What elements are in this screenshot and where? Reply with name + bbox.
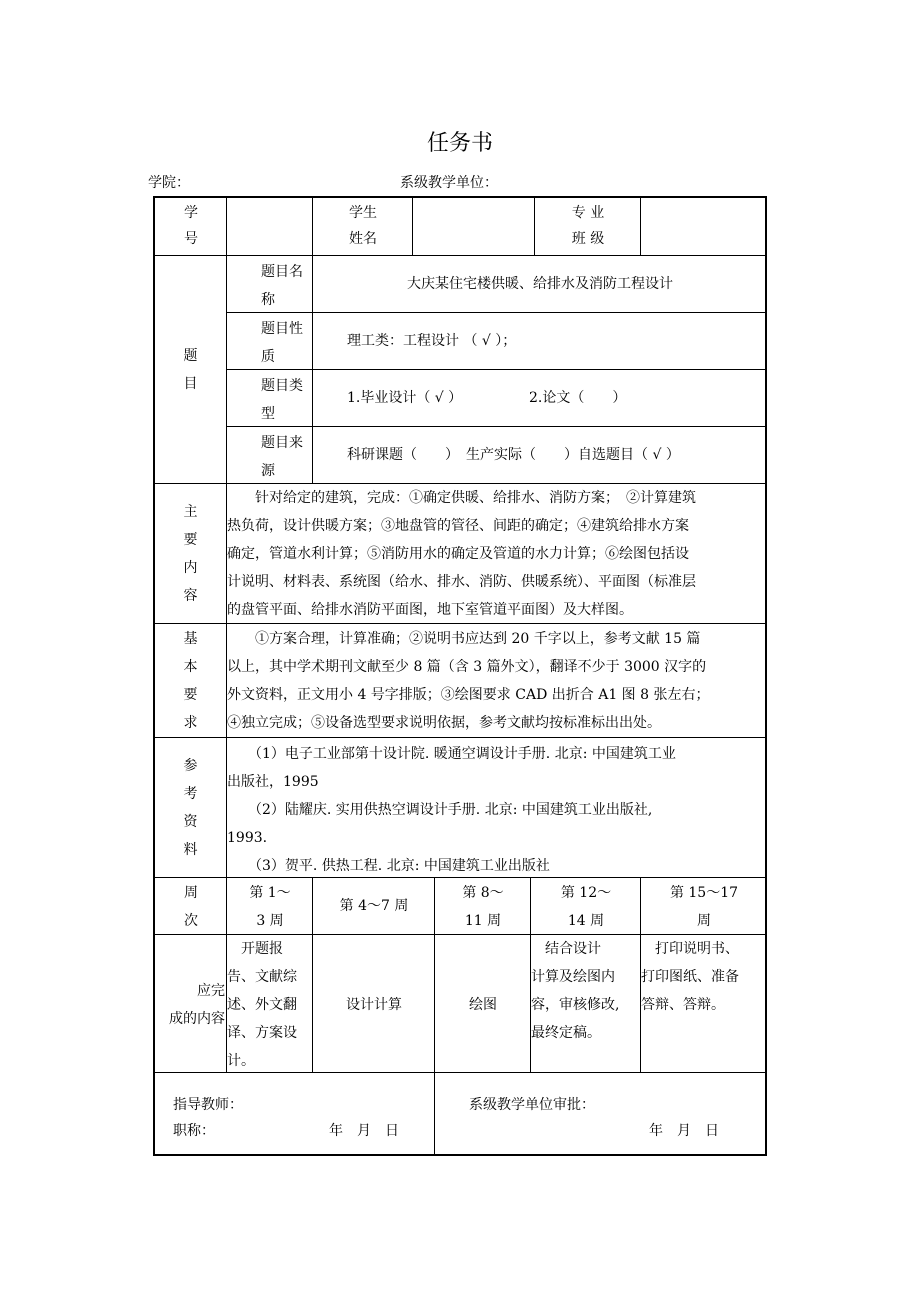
task-4-line: 计算及绘图内 — [531, 969, 615, 985]
main-content-label: 主要内容 — [183, 503, 198, 604]
week-cell-2 — [313, 878, 435, 935]
topic-type-option-thesis-design: 1.毕业设计（ √ ） — [347, 390, 463, 406]
week-5-line-1: 第 15～17 — [669, 885, 739, 901]
topic-nature-label-cell — [227, 313, 313, 370]
main-content-line: 的盘管平面、给排水消防平面图，地下室管道平面图）及大样图。 — [227, 602, 633, 618]
week-4-line-2: 14 周 — [567, 913, 605, 929]
week-cell-5 — [641, 878, 767, 935]
task-table — [153, 196, 767, 1156]
task-1-line: 述、外文翻 — [227, 997, 297, 1013]
task-5-line: 打印图纸、准备 — [641, 969, 739, 985]
task-cell-3 — [435, 935, 531, 1073]
week-4-line-1: 第 12～ — [560, 885, 612, 901]
main-content-label-cell — [155, 484, 227, 624]
reference-line: 出版社，1995 — [227, 774, 319, 790]
week-5-line-2: 周 — [697, 913, 711, 929]
main-content-line: 热负荷，设计供暖方案；③地盘管的管径、间距的确定；④建筑给排水方案 — [227, 518, 689, 534]
reference-line: （3）贺平. 供热工程. 北京: 中国建筑工业出版社 — [227, 858, 550, 874]
week-3-line-2: 11 周 — [464, 913, 502, 929]
topic-source-label-1: 题目来 — [261, 435, 303, 451]
topic-nature-label-2: 质 — [261, 349, 275, 365]
topic-name-label-cell — [227, 256, 313, 313]
requirements-label-cell — [155, 624, 227, 738]
topic-source-value: 科研课题（ ） 生产实际（ ）自选题目（ √ ） — [347, 447, 680, 463]
references-cell — [227, 738, 767, 878]
topic-nature-value: 理工类：工程设计 （ √ ）； — [347, 333, 517, 349]
requirements-line: 外文资料，正文用小 4 号字排版；③绘图要求 CAD 出折合 A1 图 8 张左右； — [227, 687, 710, 703]
advisor-cell — [155, 1073, 435, 1156]
topic-nature-label-1: 题目性 — [261, 321, 303, 337]
advisor-date: 年 月 日 — [329, 1123, 399, 1139]
task-1-line: 计。 — [227, 1053, 255, 1069]
main-content-cell — [227, 484, 767, 624]
task-4-line: 容，审核修改, — [531, 997, 620, 1013]
dept-label: 系级教学单位： — [400, 175, 498, 191]
requirements-line: ①方案合理，计算准确；②说明书应达到 20 千字以上，参考文献 15 篇 — [227, 631, 701, 647]
reference-line: 1993. — [227, 830, 268, 846]
task-5-line: 答辩、答辩。 — [641, 997, 725, 1013]
major-label-cell — [535, 198, 641, 256]
references-label: 参考资料 — [183, 757, 198, 858]
task-4-line: 最终定稿。 — [531, 1025, 601, 1041]
task-1-line: 开题报 — [227, 941, 283, 957]
topic-type-label-1: 题目类 — [261, 378, 303, 394]
main-content-line: 针对给定的建筑，完成：①确定供暖、给排水、消防方案； ②计算建筑 — [227, 490, 696, 506]
task-cell-2 — [313, 935, 435, 1073]
requirements-cell — [227, 624, 767, 738]
major-value-cell[interactable] — [641, 198, 767, 256]
topic-type-option-paper: 2.论文（ ） — [529, 390, 627, 406]
requirements-label: 基本要求 — [183, 630, 198, 731]
main-content-line: 计说明、材料表、系统图（给水、排水、消防、供暖系统）、平面图（标准层 — [227, 574, 696, 590]
advisor-label: 指导教师： — [173, 1097, 243, 1113]
main-content-line: 确定，管道水利计算；⑤消防用水的确定及管道的水力计算；⑥绘图包括设 — [227, 546, 689, 562]
approval-cell — [435, 1073, 767, 1156]
references-label-cell — [155, 738, 227, 878]
topic-source-label-2: 源 — [261, 463, 275, 479]
week-2-line-1: 第 4～7 周 — [339, 898, 409, 914]
major-label-2: 班 级 — [571, 231, 605, 247]
college-label: 学院： — [148, 175, 190, 191]
requirements-line: ④独立完成；⑤设备选型要求说明依据，参考文献均按标准标出出处。 — [227, 715, 661, 731]
student-name-label-1: 学生 — [349, 205, 377, 221]
student-id-value-cell[interactable] — [227, 198, 313, 256]
topic-type-label-cell — [227, 370, 313, 427]
document-title: 任务书 — [426, 131, 493, 156]
student-name-label-cell — [313, 198, 413, 256]
week-cell-1 — [227, 878, 313, 935]
student-name-value-cell[interactable] — [413, 198, 535, 256]
week-label-cell — [155, 878, 227, 935]
task-2-line: 设计计算 — [346, 997, 402, 1013]
week-3-line-1: 第 8～ — [462, 885, 504, 901]
reference-line: （2）陆耀庆. 实用供热空调设计手册. 北京: 中国建筑工业出版社, — [227, 802, 653, 818]
task-cell-1 — [227, 935, 313, 1073]
topic-section-label-cell — [155, 256, 227, 484]
topic-source-value-cell — [313, 427, 767, 484]
week-label-2: 次 — [184, 913, 198, 929]
topic-source-label-cell — [227, 427, 313, 484]
task-cell-4 — [531, 935, 641, 1073]
week-cell-4 — [531, 878, 641, 935]
topic-type-label-2: 型 — [261, 406, 275, 422]
advisor-title-label: 职称： — [173, 1123, 215, 1139]
task-5-line: 打印说明书、 — [641, 941, 739, 957]
major-label-1: 专 业 — [571, 205, 605, 221]
task-1-line: 告、文献综 — [227, 969, 297, 985]
approval-label: 系级教学单位审批： — [469, 1097, 595, 1113]
task-4-line: 结合设计 — [531, 941, 601, 957]
task-cell-5 — [641, 935, 767, 1073]
week-1-line-1: 第 1～ — [249, 885, 291, 901]
approval-date: 年 月 日 — [649, 1123, 719, 1139]
requirements-line: 以上，其中学术期刊文献至少 8 篇（含 3 篇外文），翻译不少于 3000 汉字的 — [227, 659, 707, 675]
student-id-label-cell — [155, 198, 227, 256]
week-label-1: 周 — [184, 885, 198, 901]
topic-name-value-cell — [313, 256, 767, 313]
content-label-1: 应完 — [197, 983, 225, 999]
topic-name-value: 大庆某住宅楼供暖、给排水及消防工程设计 — [407, 276, 673, 292]
topic-name-label-1: 题目名 — [261, 264, 303, 280]
week-cell-3 — [435, 878, 531, 935]
student-id-label: 学号 — [184, 205, 198, 247]
topic-section-label: 题目 — [183, 347, 198, 392]
content-label-2: 成的内容 — [169, 1011, 225, 1027]
task-3-line: 绘图 — [469, 997, 497, 1013]
topic-nature-value-cell — [313, 313, 767, 370]
content-label-cell — [155, 935, 227, 1073]
reference-line: （1）电子工业部第十设计院. 暖通空调设计手册. 北京: 中国建筑工业 — [227, 746, 676, 762]
task-1-line: 译、方案设 — [227, 1025, 297, 1041]
student-name-label-2: 姓名 — [349, 231, 377, 247]
topic-name-label-2: 称 — [261, 292, 275, 308]
topic-type-value-cell — [313, 370, 767, 427]
week-1-line-2: 3 周 — [256, 913, 284, 929]
